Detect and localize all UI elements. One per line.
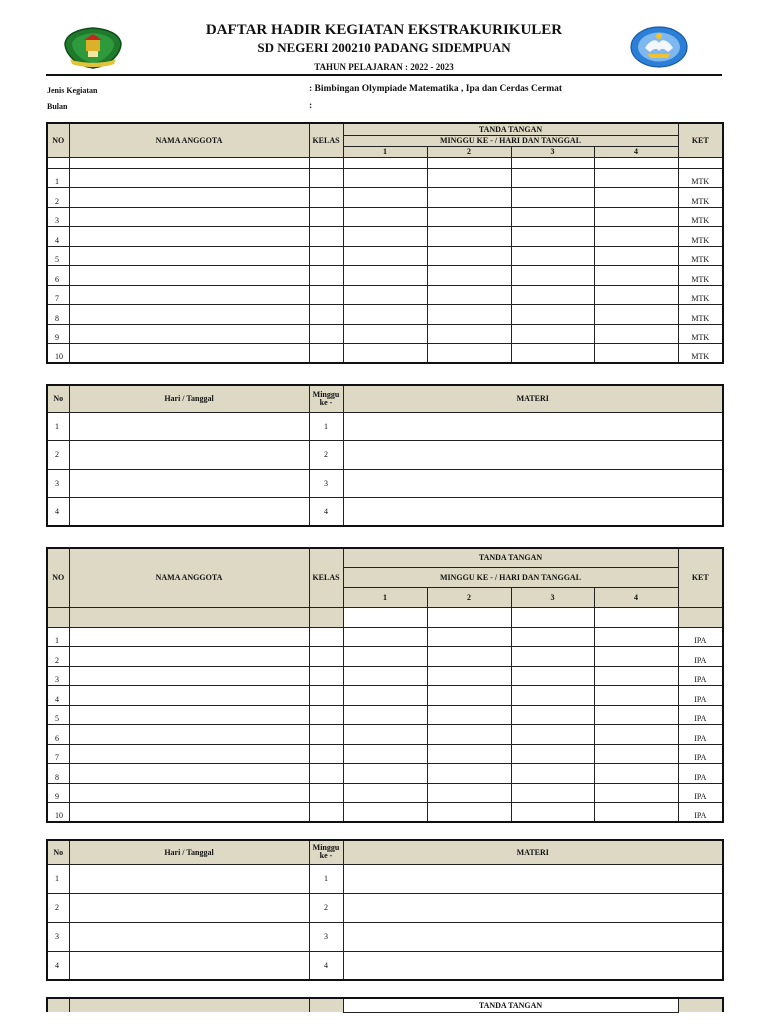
header-date: Hari / Tanggal: [69, 385, 309, 412]
row-no: 2: [47, 188, 69, 208]
material-table-2: [46, 839, 724, 981]
table-row: [47, 803, 723, 823]
header-week-2: 2: [427, 587, 511, 607]
row-week: 4: [309, 951, 343, 980]
table-row: [47, 207, 723, 227]
row-note: IPA: [678, 647, 723, 667]
row-no: 7: [47, 285, 69, 305]
activity-value: : Bimbingan Olympiade Matematika , Ipa dan Cerdas Cermat: [309, 84, 563, 94]
header-name: NAMA ANGGOTA: [69, 548, 309, 607]
row-no: 5: [47, 246, 69, 266]
table-row: [47, 305, 723, 325]
row-no: 1: [47, 168, 69, 188]
header-divider: [46, 74, 722, 76]
table-row: [47, 647, 723, 667]
header-no: NO: [47, 548, 69, 607]
activity-label: Jenis Kegiatan: [47, 86, 98, 95]
row-note: MTK: [678, 227, 723, 247]
table-row: [47, 764, 723, 784]
row-note: MTK: [678, 305, 723, 325]
row-week: 2: [309, 441, 343, 470]
header-week-3: 3: [511, 146, 594, 157]
table-row: [47, 246, 723, 266]
header-date: Hari / Tanggal: [69, 840, 309, 864]
table-row: [47, 705, 723, 725]
row-note: MTK: [678, 188, 723, 208]
month-label: Bulan: [47, 102, 68, 111]
row-no: 2: [47, 647, 69, 667]
row-no: 3: [47, 469, 69, 498]
month-value: :: [309, 101, 313, 111]
row-no: 10: [47, 803, 69, 823]
header-week-3: 3: [511, 587, 594, 607]
header-signature: TANDA TANGAN: [343, 548, 678, 567]
table-row: [47, 227, 723, 247]
row-note: IPA: [678, 705, 723, 725]
row-no: 4: [47, 951, 69, 980]
header-week-1: 1: [343, 587, 427, 607]
table-row: [47, 266, 723, 286]
table-row: [47, 627, 723, 647]
row-no: 1: [47, 864, 69, 893]
header-class: KELAS: [309, 548, 343, 607]
row-note: MTK: [678, 168, 723, 188]
row-no: 7: [47, 744, 69, 764]
header-week-4: 4: [594, 146, 678, 157]
table-row: [47, 412, 723, 441]
row-note: MTK: [678, 285, 723, 305]
table-row: [47, 285, 723, 305]
header-signature: TANDA TANGAN: [343, 123, 678, 135]
row-note: IPA: [678, 666, 723, 686]
table-row: [47, 893, 723, 922]
academic-year: TAHUN PELAJARAN : 2022 - 2023: [314, 62, 454, 72]
table-row: [47, 344, 723, 364]
table-row: [47, 188, 723, 208]
header-week-4: 4: [594, 587, 678, 607]
document-title: DAFTAR HADIR KEGIATAN EKSTRAKURIKULER: [205, 22, 563, 38]
row-no: 1: [47, 627, 69, 647]
table-row: [47, 951, 723, 980]
row-no: 2: [47, 441, 69, 470]
row-no: 3: [47, 666, 69, 686]
row-week: 3: [309, 922, 343, 951]
table-row: [47, 168, 723, 188]
row-no: 2: [47, 893, 69, 922]
row-note: MTK: [678, 207, 723, 227]
row-note: IPA: [678, 627, 723, 647]
header-name: NAMA ANGGOTA: [69, 123, 309, 157]
row-week: 3: [309, 469, 343, 498]
material-table-1: [46, 384, 724, 527]
header-class: KELAS: [309, 123, 343, 157]
attendance-table-mtk: [46, 122, 724, 364]
school-name: SD NEGERI 200210 PADANG SIDEMPUAN: [257, 40, 511, 55]
table-row: [47, 441, 723, 470]
row-no: 6: [47, 266, 69, 286]
row-no: 5: [47, 705, 69, 725]
row-week: 1: [309, 412, 343, 441]
header-material: MATERI: [343, 840, 723, 864]
table-row: [47, 324, 723, 344]
row-note: MTK: [678, 344, 723, 364]
table-row: [47, 686, 723, 706]
header-note: KET: [678, 548, 723, 607]
row-no: 4: [47, 227, 69, 247]
row-no: 8: [47, 764, 69, 784]
row-note: IPA: [678, 783, 723, 803]
header-week-2: 2: [427, 146, 511, 157]
row-no: 9: [47, 324, 69, 344]
table-row: [47, 666, 723, 686]
row-note: MTK: [678, 266, 723, 286]
row-no: 4: [47, 686, 69, 706]
row-note: IPA: [678, 803, 723, 823]
row-no: 9: [47, 783, 69, 803]
header-week: MINGGU KE - / HARI DAN TANGGAL: [343, 135, 678, 146]
header-week: MINGGU KE - / HARI DAN TANGGAL: [343, 567, 678, 587]
header-signature: TANDA TANGAN: [343, 998, 678, 1012]
row-week: 4: [309, 498, 343, 527]
row-note: IPA: [678, 725, 723, 745]
header-week-1: 1: [343, 146, 427, 157]
header-material: MATERI: [343, 385, 723, 412]
header-no: No: [47, 840, 69, 864]
row-no: 8: [47, 305, 69, 325]
row-no: 4: [47, 498, 69, 527]
table-row: [47, 864, 723, 893]
attendance-table-ipa: [46, 547, 724, 823]
row-note: IPA: [678, 744, 723, 764]
row-note: MTK: [678, 246, 723, 266]
table-row: [47, 783, 723, 803]
header-week: Minggu ke -: [309, 385, 343, 412]
table-row: [47, 469, 723, 498]
table-row: [47, 498, 723, 527]
row-no: 3: [47, 922, 69, 951]
row-week: 1: [309, 864, 343, 893]
header-note: KET: [678, 123, 723, 157]
header-week: Minggu ke -: [309, 840, 343, 864]
row-no: 6: [47, 725, 69, 745]
row-no: 3: [47, 207, 69, 227]
header-no: NO: [47, 123, 69, 157]
row-note: IPA: [678, 764, 723, 784]
row-note: IPA: [678, 686, 723, 706]
header-no: No: [47, 385, 69, 412]
row-no: 1: [47, 412, 69, 441]
row-no: 10: [47, 344, 69, 364]
table-row: [47, 725, 723, 745]
row-note: MTK: [678, 324, 723, 344]
attendance-table-partial: [46, 997, 724, 1013]
row-week: 2: [309, 893, 343, 922]
table-row: [47, 744, 723, 764]
table-row: [47, 922, 723, 951]
